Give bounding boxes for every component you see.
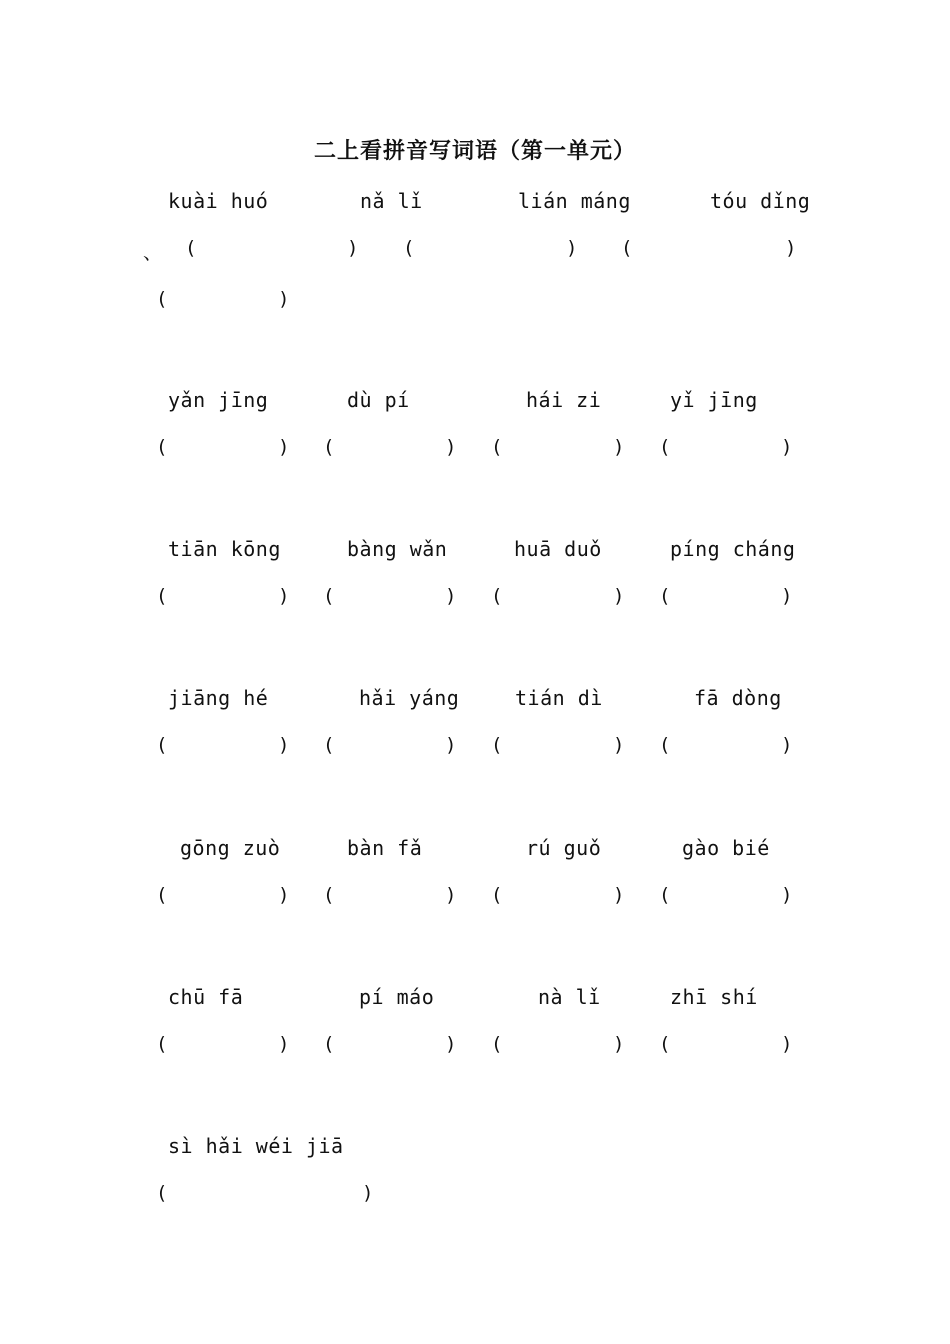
answer-open-paren: ( (156, 436, 168, 458)
answer-open-paren: ( (491, 436, 503, 458)
answer-open-paren: ( (156, 1182, 168, 1204)
answer-close-paren: ) (445, 734, 457, 756)
pinyin-word: lián máng (518, 189, 631, 213)
pinyin-word: tiān kōng (168, 537, 281, 561)
answer-close-paren: ) (278, 585, 290, 607)
pinyin-word: hái zi (526, 388, 602, 412)
stray-mark: 、 (143, 242, 163, 264)
answer-open-paren: ( (323, 585, 335, 607)
answer-open-paren: ( (156, 884, 168, 906)
answer-close-paren: ) (613, 1033, 625, 1055)
answer-close-paren: ) (445, 585, 457, 607)
answer-close-paren: ) (278, 734, 290, 756)
answer-close-paren: ) (362, 1182, 374, 1204)
answer-open-paren: ( (156, 288, 168, 310)
answer-close-paren: ) (785, 237, 797, 259)
answer-close-paren: ) (347, 237, 359, 259)
answer-open-paren: ( (659, 734, 671, 756)
pinyin-word: pí máo (359, 985, 435, 1009)
answer-open-paren: ( (491, 585, 503, 607)
answer-close-paren: ) (278, 884, 290, 906)
answer-open-paren: ( (659, 1033, 671, 1055)
answer-close-paren: ) (781, 734, 793, 756)
pinyin-word: dù pí (347, 388, 410, 412)
pinyin-word: bàn fǎ (347, 836, 423, 860)
answer-open-paren: ( (156, 585, 168, 607)
answer-open-paren: ( (156, 734, 168, 756)
answer-close-paren: ) (613, 436, 625, 458)
answer-close-paren: ) (278, 288, 290, 310)
answer-open-paren: ( (491, 1033, 503, 1055)
pinyin-word: píng cháng (670, 537, 796, 561)
answer-close-paren: ) (781, 585, 793, 607)
pinyin-word: kuài huó (168, 189, 269, 213)
pinyin-word: hǎi yáng (359, 686, 460, 710)
answer-open-paren: ( (323, 884, 335, 906)
answer-open-paren: ( (659, 436, 671, 458)
answer-open-paren: ( (659, 585, 671, 607)
answer-open-paren: ( (323, 436, 335, 458)
pinyin-word: nǎ lǐ (360, 189, 423, 213)
pinyin-word: fā dòng (694, 686, 782, 710)
answer-close-paren: ) (781, 1033, 793, 1055)
answer-close-paren: ) (613, 884, 625, 906)
page-title: 二上看拼音写词语（第一单元） (313, 139, 636, 164)
answer-open-paren: ( (621, 237, 633, 259)
answer-open-paren: ( (659, 884, 671, 906)
answer-open-paren: ( (323, 1033, 335, 1055)
answer-close-paren: ) (445, 1033, 457, 1055)
answer-close-paren: ) (613, 734, 625, 756)
answer-open-paren: ( (491, 884, 503, 906)
pinyin-word: rú guǒ (526, 836, 602, 860)
answer-open-paren: ( (185, 237, 197, 259)
pinyin-word: zhī shí (670, 985, 758, 1009)
answer-close-paren: ) (781, 884, 793, 906)
answer-close-paren: ) (278, 1033, 290, 1055)
pinyin-word: tián dì (515, 686, 603, 710)
pinyin-word: gào bié (682, 836, 770, 860)
answer-close-paren: ) (445, 436, 457, 458)
answer-open-paren: ( (403, 237, 415, 259)
answer-close-paren: ) (613, 585, 625, 607)
answer-close-paren: ) (566, 237, 578, 259)
pinyin-word: yǐ jīng (670, 388, 758, 412)
pinyin-word: chū fā (168, 985, 244, 1009)
pinyin-word: sì hǎi wéi jiā (168, 1134, 344, 1158)
answer-close-paren: ) (278, 436, 290, 458)
pinyin-word: jiāng hé (168, 686, 269, 710)
answer-open-paren: ( (323, 734, 335, 756)
answer-open-paren: ( (491, 734, 503, 756)
pinyin-word: bàng wǎn (347, 537, 448, 561)
pinyin-word: yǎn jīng (168, 388, 269, 412)
answer-close-paren: ) (445, 884, 457, 906)
pinyin-word: tóu dǐng (710, 189, 811, 213)
pinyin-word: nà lǐ (538, 985, 601, 1009)
pinyin-word: gōng zuò (180, 836, 281, 860)
answer-open-paren: ( (156, 1033, 168, 1055)
answer-close-paren: ) (781, 436, 793, 458)
pinyin-word: huā duǒ (514, 537, 602, 561)
